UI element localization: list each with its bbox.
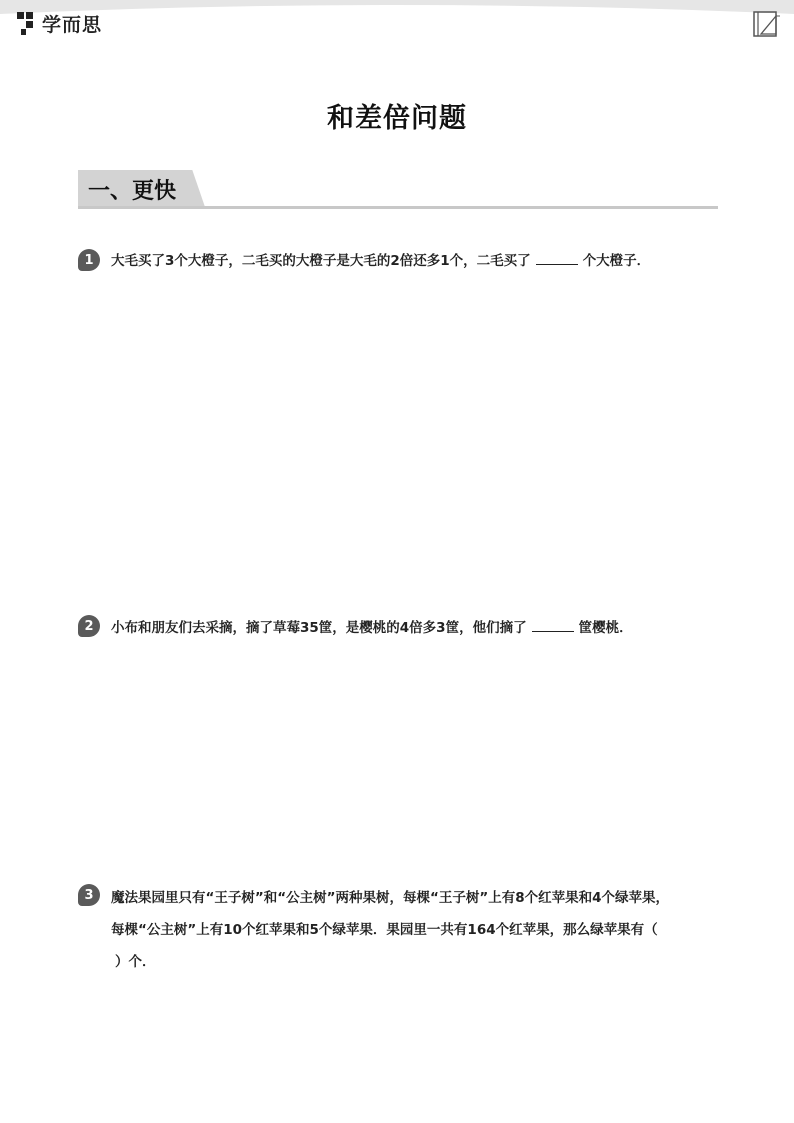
page-title: 和差倍问题 — [327, 103, 467, 134]
question-number-badge: 2 — [78, 615, 100, 637]
answer-blank-2[interactable] — [532, 617, 574, 632]
question-1-before-blank: 大毛买了3个大橙子，二毛买的大橙子是大毛的2倍还多1个，二毛买了 — [111, 253, 531, 269]
question-3-line-3: ）个． — [115, 954, 156, 970]
question-2-text — [111, 612, 711, 644]
header-decoration — [0, 0, 794, 60]
answer-blank-1[interactable] — [536, 250, 578, 265]
brand-name: 学而思 — [42, 13, 103, 36]
brand-logo — [16, 8, 102, 38]
ruler-book-icon — [752, 10, 782, 38]
section-header — [78, 170, 718, 210]
question-3-line-2: 每棵“公主树”上有10个红苹果和5个绿苹果．果园里一共有164个红苹果，那么绿苹果有（ — [111, 922, 658, 938]
question-3-line-1: 魔法果园里只有“王子树”和“公主树”两种果树，每棵“王子树”上有8个红苹果和4个绿苹果， — [111, 890, 670, 906]
question-3-text — [111, 882, 711, 978]
question-number-badge: 3 — [78, 884, 100, 906]
xueersi-logo-icon — [16, 10, 38, 36]
section-title: 一、更快 — [88, 179, 177, 204]
question-number-badge: 1 — [78, 249, 100, 271]
question-1-after-blank: 个大橙子． — [582, 253, 651, 269]
question-2-after-blank: 筐樱桃． — [578, 620, 633, 636]
section-divider — [78, 206, 718, 209]
question-1-text — [111, 245, 711, 277]
question-2-before-blank: 小布和朋友们去采摘，摘了草莓35筐，是樱桃的4倍多3筐，他们摘了 — [111, 620, 527, 636]
